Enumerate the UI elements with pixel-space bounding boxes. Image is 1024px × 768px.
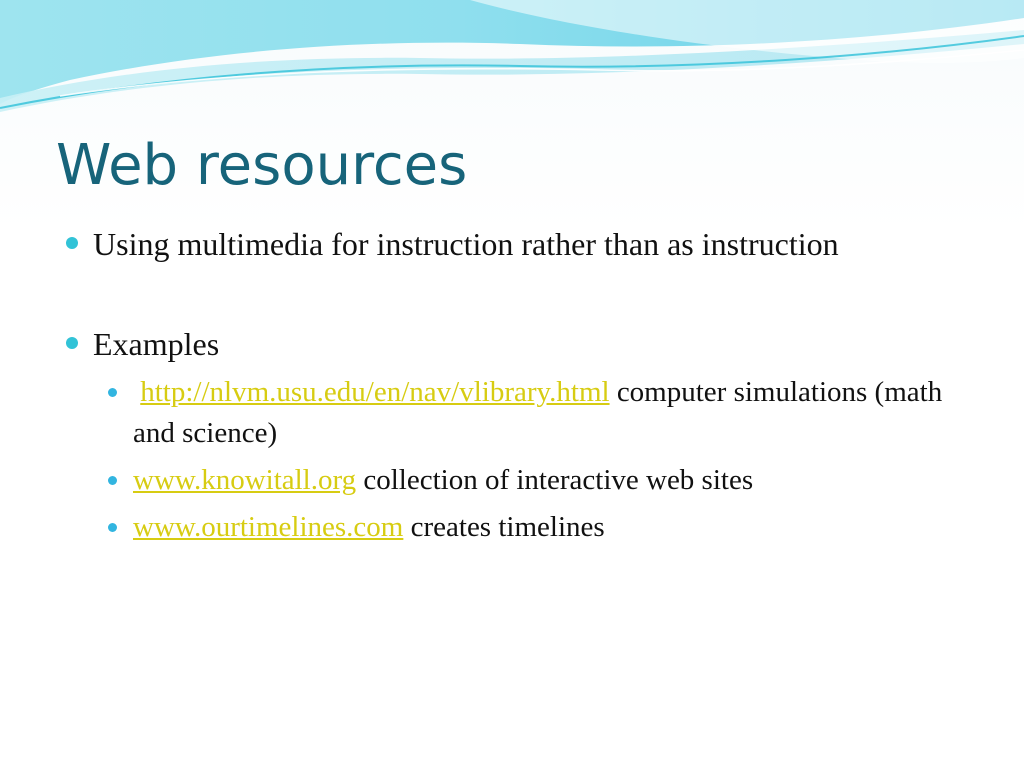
sub-bullet-dot-icon (108, 388, 117, 397)
sub-bullet-item-ourtimelines (60, 507, 960, 548)
ourtimelines-link[interactable]: www.ourtimelines.com (133, 511, 404, 543)
bullet-dot-icon (66, 237, 78, 249)
sub-bullet-item-knowitall (60, 460, 960, 501)
sub-bullet-item-nlvm (60, 372, 960, 454)
bullet-text: Using multimedia for instruction rather than as instruction (93, 226, 839, 262)
sub-bullet-text: collection of interactive web sites (363, 464, 754, 496)
knowitall-link[interactable]: www.knowitall.org (133, 464, 357, 496)
nlvm-link[interactable]: http://nlvm.usu.edu/en/nav/vlibrary.html (140, 376, 610, 408)
bullet-item-examples (60, 322, 960, 366)
sub-bullet-dot-icon (108, 523, 117, 532)
sub-bullet-text: computer simulations (math and science) (133, 376, 943, 449)
bullet-dot-icon (66, 337, 78, 349)
slide-title: Web resources (56, 133, 468, 198)
header-wave-decoration (0, 0, 1024, 130)
sub-bullet-dot-icon (108, 476, 117, 485)
slide-content (60, 222, 960, 548)
sub-bullet-text: creates timelines (410, 511, 605, 543)
bullet-text: Examples (93, 326, 220, 362)
bullet-item-multimedia (60, 222, 960, 266)
